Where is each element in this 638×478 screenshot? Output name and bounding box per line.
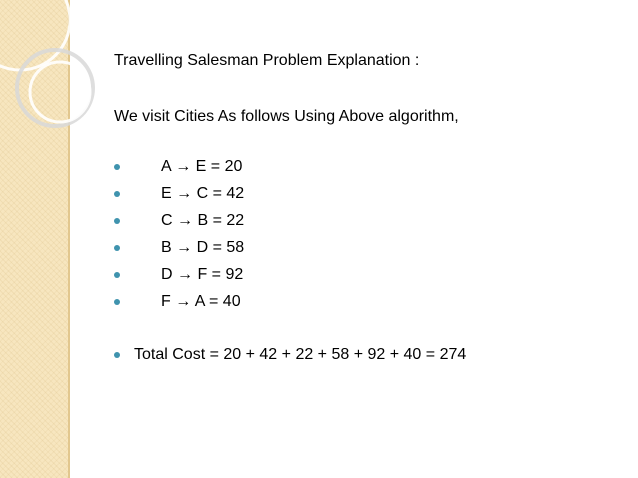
bullet-icon [114,245,120,251]
route-step-text: C → B = 22 [161,212,245,229]
intro-text: We visit Cities As follows Using Above algorithm, [114,108,459,125]
route-step-text: E → C = 42 [161,185,245,202]
route-step-text: B → D = 58 [161,239,245,256]
bullet-icon [114,352,120,358]
bullet-icon [114,218,120,224]
slide-heading: Travelling Salesman Problem Explanation : [114,52,420,69]
bullet-icon [114,191,120,197]
bullet-icon [114,272,120,278]
route-step-text: D → F = 92 [161,266,244,283]
route-step-text: A → E = 20 [161,158,243,175]
route-step-text: F → A = 40 [161,293,241,310]
bullet-icon [114,164,120,170]
total-cost-text: Total Cost = 20 + 42 + 22 + 58 + 92 + 40 = 274 [134,346,467,363]
bullet-icon [114,299,120,305]
deco-circle-1 [0,0,70,70]
decorative-circles [0,0,120,180]
deco-circle-3 [30,62,90,122]
